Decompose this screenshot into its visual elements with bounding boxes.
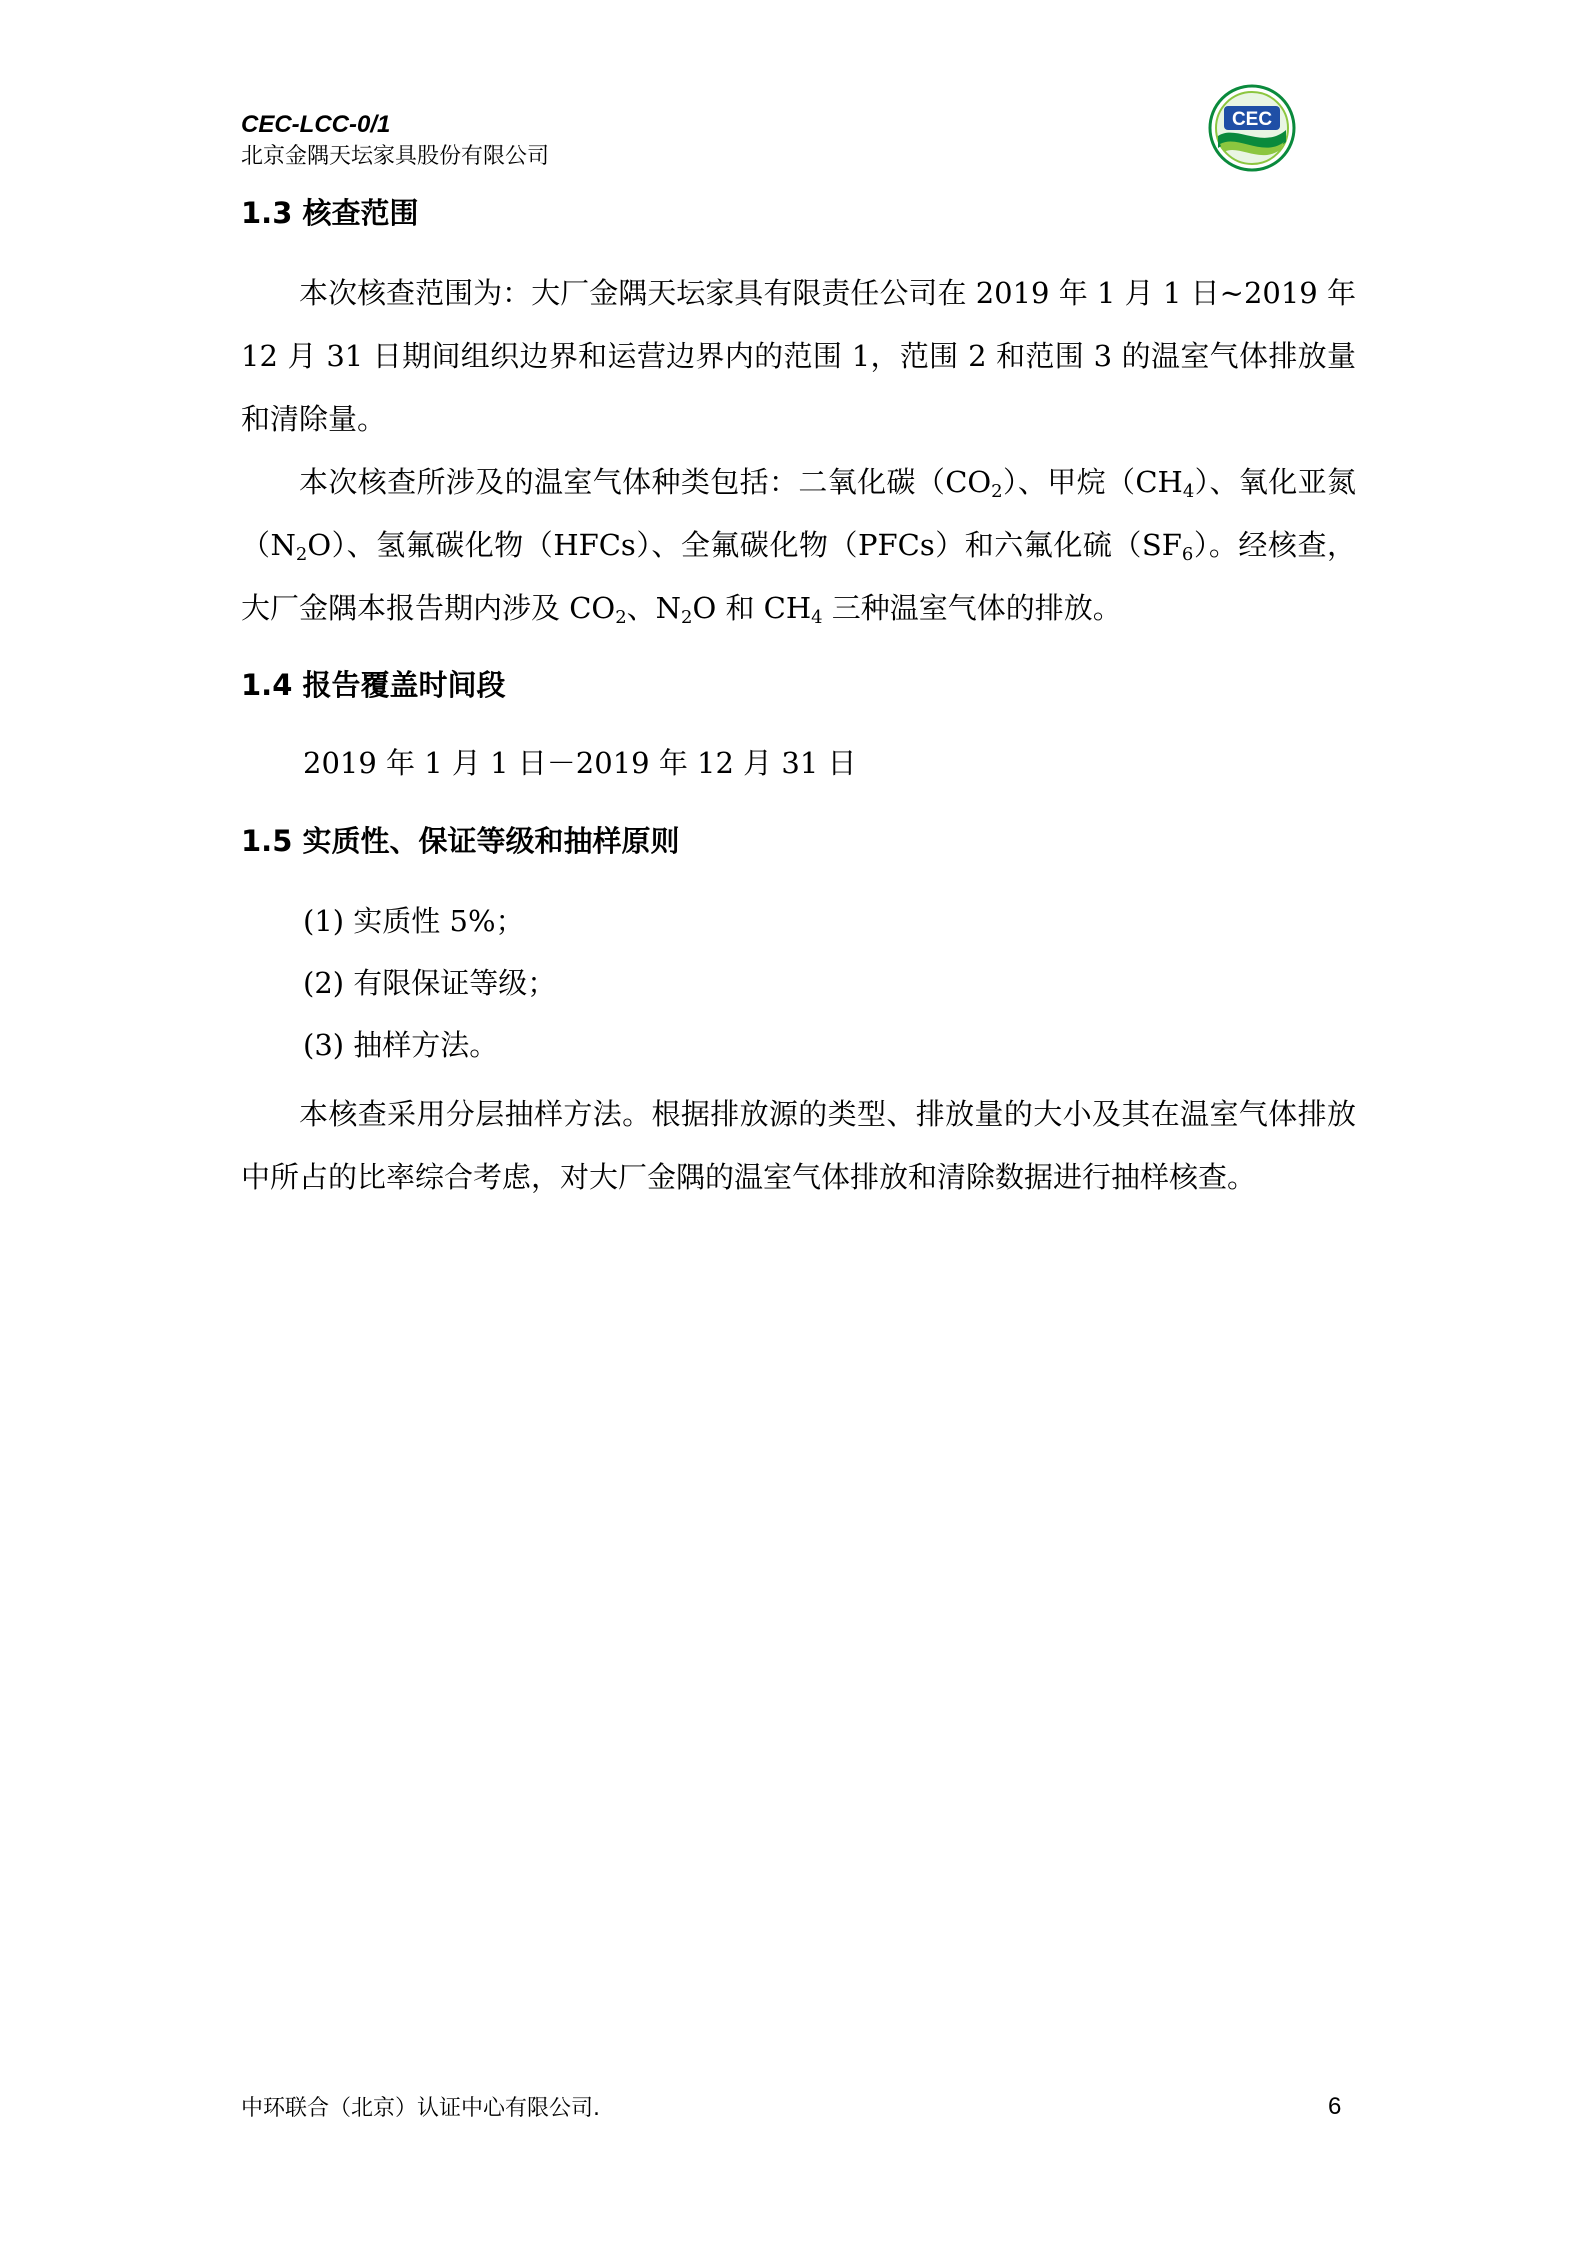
list-item: (3) 抽样方法。 [303, 1028, 499, 1062]
cec-logo-icon [1208, 84, 1296, 172]
section-1-3-heading: 1.3 核查范围 [241, 196, 419, 230]
header-company-name: 北京金隅天坛家具股份有限公司 [241, 144, 550, 169]
document-code: CEC-LCC-0/1 [241, 111, 391, 138]
footer-organization: 中环联合（北京）认证中心有限公司. [241, 2096, 600, 2121]
section-1-5-heading: 1.5 实质性、保证等级和抽样原则 [241, 824, 680, 858]
section-1-3-paragraph-2: 本次核查所涉及的温室气体种类包括：二氧化碳$(CO_2)$、甲烷$(CH_4)$、氧化亚氮$(N_2O)$、氢氟碳化物（HFCs）、全氟碳化物（PFCs）和六氟化硫$(SF_6)$。经核查，大厂金隅本报告期内涉及 $CO_2$、$N_2O$ 和 $CH_4$ 三种温室气体的排放。 [241, 465, 1356, 629]
section-1-5-paragraph: 本核查采用分层抽样方法。根据排放源的类型、排放量的大小及其在温室气体排放中所占的比率综合考虑，对大厂金隅的温室气体排放和清除数据进行抽样核查。 [241, 1097, 1356, 1194]
section-1-3-paragraph-1: 本次核查范围为：大厂金隅天坛家具有限责任公司在 2019 年 1 月 1 日~2019 年 12 月 31 日期间组织边界和运营边界内的范围 1，范围 2 和范围 3 的温室气体排放量和清除量。 [241, 276, 1356, 436]
list-item: (1) 实质性 5%； [303, 904, 525, 938]
svg-text:CEC: CEC [1231, 109, 1273, 130]
section-1-4-heading: 1.4 报告覆盖时间段 [241, 668, 506, 702]
list-item: (2) 有限保证等级； [303, 966, 557, 1000]
report-period-text: 2019 年 1 月 1 日－2019 年 12 月 31 日 [303, 746, 857, 780]
page-number: 6 [1328, 2093, 1342, 2120]
